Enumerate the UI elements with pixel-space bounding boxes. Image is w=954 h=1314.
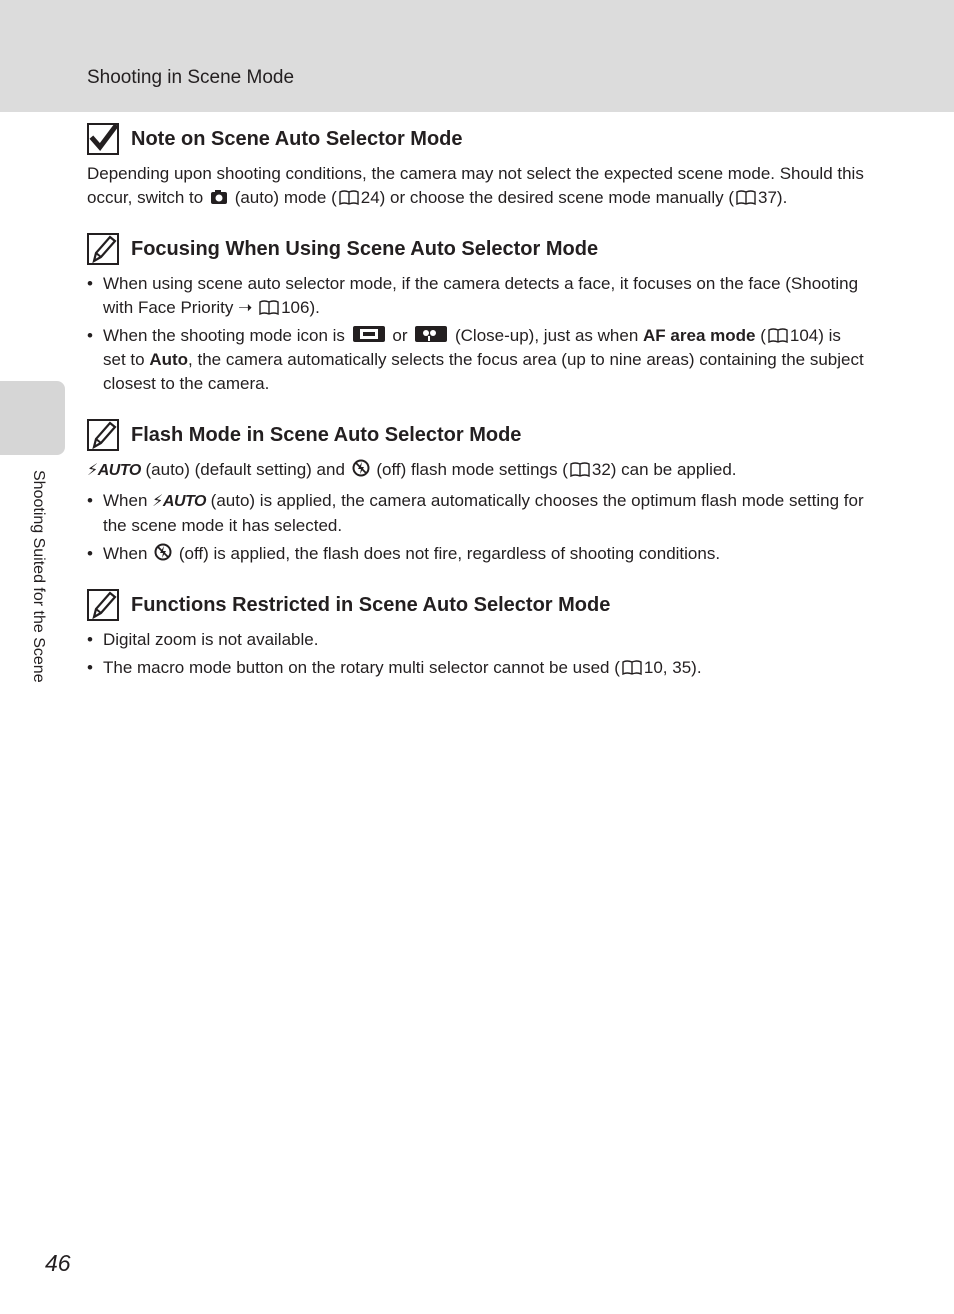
pencil-note-icon	[87, 233, 119, 265]
book-reference-icon	[570, 462, 590, 477]
flash-auto-icon: ⚡AUTO	[87, 462, 141, 479]
header-band	[0, 0, 954, 112]
list-item: • The macro mode button on the rotary multi selector cannot be used ( 10, 35).	[87, 656, 867, 680]
section-focusing	[87, 232, 867, 396]
section-flash	[87, 418, 867, 566]
chapter-tab	[0, 381, 65, 455]
flash-intro: ⚡AUTO (auto) (default setting) and (off) flash mode settings ( 32) can be applied.	[87, 460, 737, 479]
section-title: Functions Restricted in Scene Auto Selector Mode	[131, 593, 611, 616]
book-reference-icon	[339, 190, 359, 205]
section-title: Note on Scene Auto Selector Mode	[131, 127, 463, 150]
scene-mode-icon	[352, 325, 386, 343]
chapter-tab-label: Shooting Suited for the Scene	[30, 470, 47, 683]
note-paragraph: Depending upon shooting conditions, the camera may not select the expected scene mode. Should this occur, switch to (auto) mode ( 24) or choose the desired scene mode manually ( 37).	[87, 164, 864, 207]
check-note-icon	[87, 123, 119, 155]
book-reference-icon	[259, 300, 279, 315]
section-title: Flash Mode in Scene Auto Selector Mode	[131, 423, 522, 446]
list-item: • When using scene auto selector mode, if the camera detects a face, it focuses on the face (Shooting with Face Priority ➝ 106).	[87, 272, 867, 320]
book-reference-icon	[768, 328, 788, 343]
list-item: • When the shooting mode icon is or (Close-up), just as when AF area mode ( 104) is set to Auto, the camera automatically selects the focus area (up to nine areas) containing the subject closest to the camera.	[87, 324, 867, 396]
main-content	[87, 122, 867, 702]
flash-auto-icon: ⚡AUTO	[152, 493, 206, 510]
page-header-title: Shooting in Scene Mode	[87, 67, 295, 88]
flash-off-icon	[154, 543, 172, 561]
list-item: • When (off) is applied, the flash does not fire, regardless of shooting conditions.	[87, 542, 867, 566]
book-reference-icon	[622, 660, 642, 675]
page-number: 46	[45, 1250, 71, 1276]
pencil-note-icon	[87, 589, 119, 621]
camera-auto-mode-icon	[210, 189, 228, 205]
section-note	[87, 122, 867, 210]
book-reference-icon	[736, 190, 756, 205]
list-item: • Digital zoom is not available.	[87, 628, 867, 652]
section-functions	[87, 588, 867, 680]
flash-off-icon	[352, 459, 370, 477]
close-up-scene-icon	[414, 325, 448, 343]
list-item: • When ⚡AUTO (auto) is applied, the camera automatically chooses the optimum flash mode setting for the scene mode it has selected.	[87, 489, 867, 538]
pencil-note-icon	[87, 419, 119, 451]
section-title: Focusing When Using Scene Auto Selector Mode	[131, 237, 599, 260]
